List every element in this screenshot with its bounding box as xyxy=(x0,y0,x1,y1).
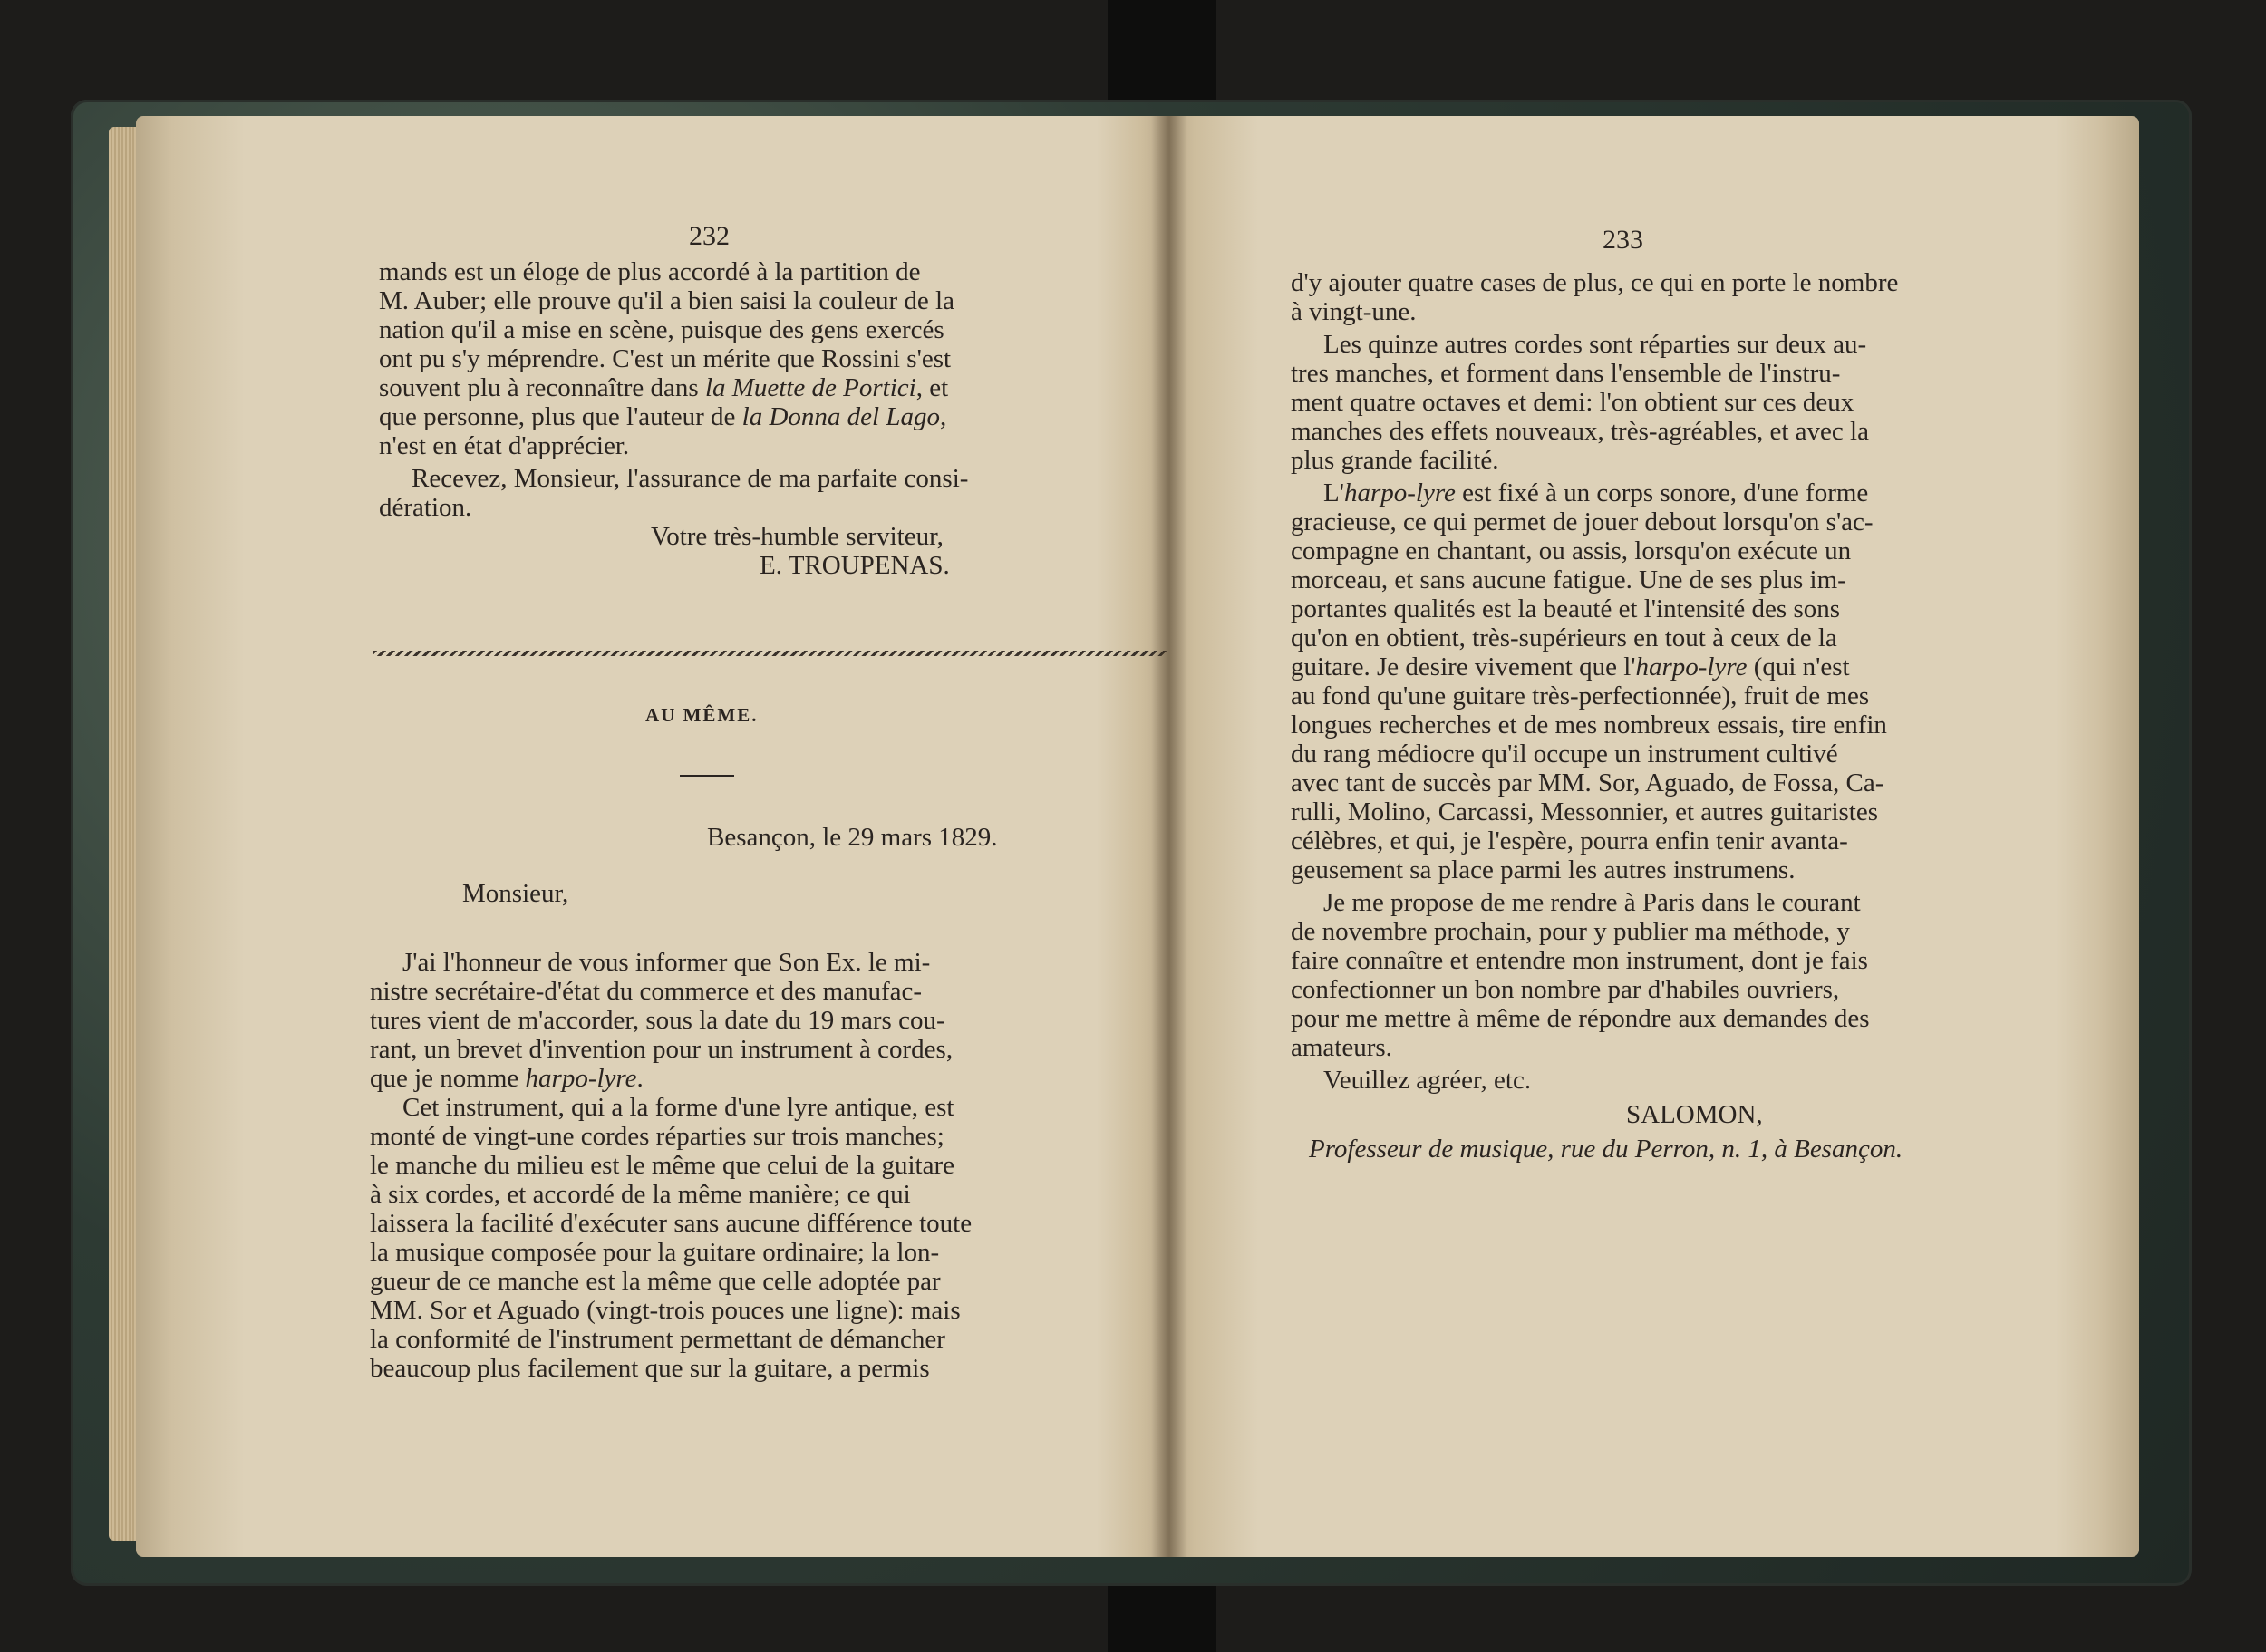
place-date: Besançon, le 29 mars 1829. xyxy=(707,823,998,852)
text-line: geusement sa place parmi les autres instrumens. xyxy=(1291,855,1796,884)
text-line: le manche du milieu est le même que celui de la guitare xyxy=(370,1151,954,1180)
text-line: que je nomme harpo-lyre. xyxy=(370,1064,644,1093)
text-line: amateurs. xyxy=(1291,1033,1392,1062)
text-line: tres manches, et forment dans l'ensemble de l'instru- xyxy=(1291,359,1841,388)
text-line: souvent plu à reconnaître dans la Muette de Portici, et xyxy=(379,373,949,402)
signature: E. TROUPENAS. xyxy=(760,551,950,580)
text-line: plus grande facilité. xyxy=(1291,446,1499,475)
signer-title: Professeur de musique, rue du Perron, n. 1, à Besançon. xyxy=(1309,1135,1903,1164)
text-line: qu'on en obtient, très-supérieurs en tout à ceux de la xyxy=(1291,623,1837,652)
signature: SALOMON, xyxy=(1626,1100,1763,1129)
book-gutter xyxy=(1151,116,1187,1557)
text-line: ment quatre octaves et demi: l'on obtient sur ces deux xyxy=(1291,388,1854,417)
text-line: L'harpo-lyre est fixé à un corps sonore, d'une forme xyxy=(1323,478,1869,507)
text-line: la musique composée pour la guitare ordinaire; la lon- xyxy=(370,1238,940,1267)
text-line: Cet instrument, qui a la forme d'une lyre antique, est xyxy=(402,1093,954,1122)
text-line: rant, un brevet d'invention pour un instrument à cordes, xyxy=(370,1035,954,1064)
left-page xyxy=(136,116,1167,1557)
text-line: n'est en état d'apprécier. xyxy=(379,431,630,460)
text-line: d'y ajouter quatre cases de plus, ce qui en porte le nombre xyxy=(1291,268,1899,297)
text-line: gueur de ce manche est la même que celle adoptée par xyxy=(370,1267,941,1296)
text-line: longues recherches et de mes nombreux essais, tire enfin xyxy=(1291,710,1887,739)
text-line: nation qu'il a mise en scène, puisque des gens exercés xyxy=(379,315,944,344)
text-line: du rang médiocre qu'il occupe un instrument cultivé xyxy=(1291,739,1838,768)
text-line: tures vient de m'accorder, sous la date du 19 mars cou- xyxy=(370,1006,945,1035)
text-line: célèbres, et qui, je l'espère, pourra enfin tenir avanta- xyxy=(1291,826,1848,855)
text-line: avec tant de succès par MM. Sor, Aguado, de Fossa, Ca- xyxy=(1291,768,1884,797)
text-line: portantes qualités est la beauté et l'intensité des sons xyxy=(1291,594,1841,623)
text-line: M. Auber; elle prouve qu'il a bien saisi la couleur de la xyxy=(379,286,954,315)
text-line: Je me propose de me rendre à Paris dans le courant xyxy=(1323,888,1861,917)
letter-heading: AU MÊME. xyxy=(645,704,759,726)
closing-formula: Veuillez agréer, etc. xyxy=(1323,1066,1532,1095)
text-line: que personne, plus que l'auteur de la Donna del Lago, xyxy=(379,402,947,431)
text-line: MM. Sor et Aguado (vingt-trois pouces une ligne): mais xyxy=(370,1296,961,1325)
text-line: mands est un éloge de plus accordé à la partition de xyxy=(379,257,921,286)
text-line: nistre secrétaire-d'état du commerce et des manufac- xyxy=(370,977,923,1006)
left-page-body xyxy=(370,948,1186,1383)
closing-formula: Votre très-humble serviteur, xyxy=(651,522,944,551)
text-line: à six cordes, et accordé de la même manière; ce qui xyxy=(370,1180,911,1209)
text-line: à vingt-une. xyxy=(1291,297,1417,326)
text-line: Recevez, Monsieur, l'assurance de ma parfaite consi- xyxy=(412,464,969,493)
text-line: guitare. Je desire vivement que l'harpo-lyre (qui n'est xyxy=(1291,652,1850,681)
text-line: morceau, et sans aucune fatigue. Une de ses plus im- xyxy=(1291,565,1846,594)
text-line: J'ai l'honneur de vous informer que Son Ex. le mi- xyxy=(402,948,931,977)
text-line: monté de vingt-une cordes réparties sur trois manches; xyxy=(370,1122,944,1151)
text-line: confectionner un bon nombre par d'habiles ouvriers, xyxy=(1291,975,1840,1004)
right-page-text xyxy=(1291,268,2092,1164)
text-line: compagne en chantant, ou assis, lorsqu'on exécute un xyxy=(1291,536,1852,565)
left-page-text xyxy=(379,257,1182,580)
text-line: faire connaître et entendre mon instrument, dont je fais xyxy=(1291,946,1868,975)
page-number: 232 xyxy=(689,221,730,251)
right-page xyxy=(1167,116,2139,1557)
text-line: de novembre prochain, pour y publier ma méthode, y xyxy=(1291,917,1850,946)
page-number: 233 xyxy=(1603,225,1643,255)
text-line: rulli, Molino, Carcassi, Messonnier, et autres guitaristes xyxy=(1291,797,1878,826)
text-line: gracieuse, ce qui permet de jouer debout lorsqu'on s'ac- xyxy=(1291,507,1874,536)
text-line: Les quinze autres cordes sont réparties sur deux au- xyxy=(1323,330,1867,359)
heading-rule xyxy=(680,775,734,777)
text-line: la conformité de l'instrument permettant de démancher xyxy=(370,1325,945,1354)
text-line: laissera la facilité d'exécuter sans aucune différence toute xyxy=(370,1209,973,1238)
text-line: manches des effets nouveaux, très-agréables, et avec la xyxy=(1291,417,1869,446)
text-line: au fond qu'une guitare très-perfectionnée), fruit de mes xyxy=(1291,681,1870,710)
text-line: beaucoup plus facilement que sur la guitare, a permis xyxy=(370,1354,930,1383)
text-line: dération. xyxy=(379,493,472,522)
section-separator xyxy=(373,651,1171,656)
salutation: Monsieur, xyxy=(462,879,569,908)
text-line: pour me mettre à même de répondre aux demandes des xyxy=(1291,1004,1870,1033)
text-line: ont pu s'y méprendre. C'est un mérite que Rossini s'est xyxy=(379,344,952,373)
